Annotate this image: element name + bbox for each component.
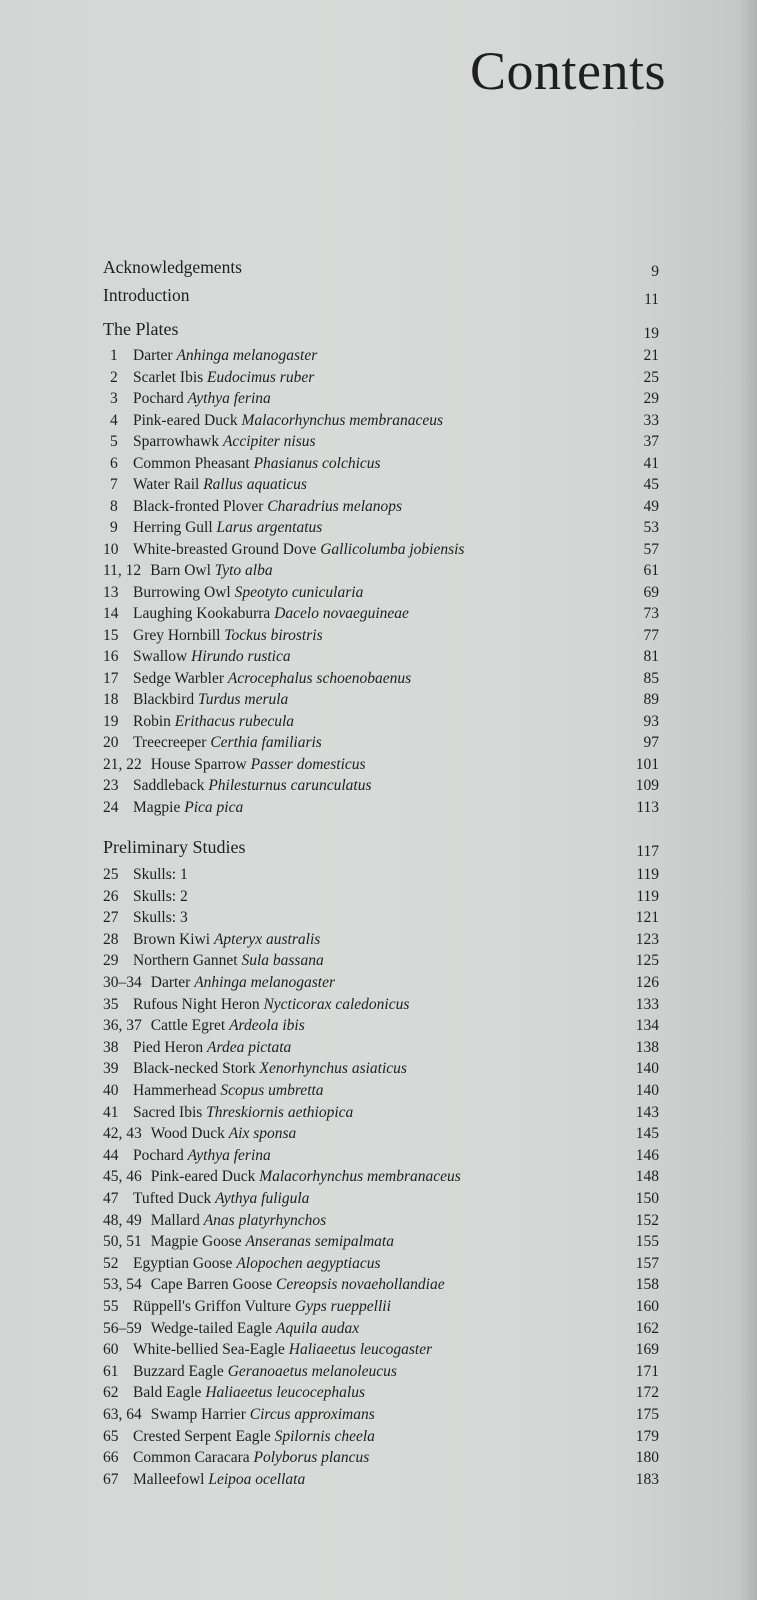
page-number: 175	[635, 1406, 659, 1423]
scientific-name: Leipoa ocellata	[208, 1470, 306, 1488]
entry-number: 18	[103, 691, 119, 708]
toc-entry	[103, 388, 659, 410]
section-heading-plates	[103, 318, 659, 340]
common-name: Hammerhead	[133, 1082, 217, 1099]
common-name: Darter	[133, 347, 173, 364]
toc-entry	[103, 1123, 659, 1145]
entry-number: 25	[103, 866, 119, 883]
scientific-name: Larus argentatus	[216, 519, 323, 536]
toc-entry	[103, 367, 659, 389]
scientific-name: Scopus umbretta	[220, 1082, 324, 1099]
page-number: 85	[643, 669, 659, 687]
common-name: Black-fronted Plover	[133, 497, 264, 515]
entry-number: 9	[110, 519, 118, 536]
common-name: Skulls: 1	[133, 866, 188, 883]
entry-number: 29	[103, 952, 119, 970]
page-number: 150	[635, 1190, 659, 1207]
scientific-name: Ardea pictata	[207, 1038, 292, 1056]
toc-entry	[103, 950, 659, 972]
entry-number: 67	[103, 1470, 119, 1488]
common-name: Pochard	[133, 390, 184, 407]
toc-entry	[103, 1382, 659, 1404]
entry-number: 28	[103, 930, 119, 948]
page-number: 138	[635, 1038, 659, 1056]
entry-number: 26	[103, 887, 119, 905]
page-title: Contents	[469, 41, 666, 101]
toc-entry	[103, 1447, 659, 1469]
scientific-name: Philesturnus carunculatus	[208, 777, 372, 794]
toc-entry	[103, 907, 659, 929]
entry-number: 48, 49	[103, 1211, 142, 1229]
scientific-name: Gallicolumba jobiensis	[320, 540, 465, 558]
scientific-name: Eudocimus ruber	[207, 368, 315, 386]
entry-number: 42, 43	[103, 1125, 142, 1143]
entry-number: 56–59	[103, 1319, 142, 1337]
common-name: Rufous Night Heron	[133, 995, 260, 1013]
toc-entry	[103, 345, 659, 367]
page-number: 33	[643, 411, 659, 429]
common-name: Cape Barren Goose	[150, 1276, 273, 1294]
scientific-name: Malacorhynchus membranaceus	[241, 411, 444, 429]
page-number: 121	[635, 909, 659, 927]
common-name: Burrowing Owl	[133, 583, 231, 601]
entry-number: 24	[103, 798, 119, 816]
page-number: 134	[635, 1017, 659, 1035]
page-number: 169	[635, 1341, 659, 1359]
toc-entry	[103, 1339, 659, 1361]
page-number: 101	[635, 755, 659, 773]
common-name: Treecreeper	[133, 734, 207, 751]
common-name: Saddleback	[133, 777, 205, 794]
toc-entry	[103, 886, 659, 908]
common-name: Pink-eared Duck	[150, 1168, 256, 1186]
page-number: 9	[651, 263, 659, 280]
scientific-name: Speotyto cunicularia	[234, 583, 364, 601]
page-number: 171	[635, 1362, 659, 1380]
toc-entry	[103, 1210, 659, 1232]
page-number: 155	[635, 1233, 659, 1251]
entry-number: 61	[103, 1362, 119, 1380]
scientific-name: Hirundo rustica	[191, 648, 291, 665]
common-name: Brown Kiwi	[133, 930, 211, 948]
toc-entry	[103, 517, 659, 539]
toc-entry	[103, 1274, 659, 1296]
page-number: 140	[635, 1060, 659, 1078]
toc-entry	[103, 582, 659, 604]
entry-number: 19	[103, 712, 119, 730]
entry-number: 7	[110, 476, 118, 493]
page-number: 152	[635, 1211, 659, 1229]
toc-entry	[103, 668, 659, 690]
common-name: Wood Duck	[150, 1125, 225, 1143]
entry-number: 3	[110, 390, 118, 407]
toc-entry	[103, 560, 659, 582]
page-number: 117	[636, 843, 659, 860]
entry-number: 39	[103, 1060, 119, 1078]
common-name: House Sparrow	[150, 755, 247, 773]
entry-number: 35	[103, 995, 119, 1013]
common-name: Bald Eagle	[133, 1384, 202, 1402]
entry-number: 2	[110, 368, 118, 386]
toc-entry	[103, 1361, 659, 1383]
page-number: 172	[635, 1384, 659, 1402]
scientific-name: Erithacus rubecula	[174, 712, 295, 730]
page-number: 37	[643, 433, 659, 450]
scientific-name: Nycticorax caledonicus	[263, 995, 410, 1013]
scientific-name: Accipiter nisus	[222, 433, 316, 450]
scientific-name: Passer domesticus	[250, 755, 366, 773]
toc-entry	[103, 1296, 659, 1318]
page-number: 77	[643, 626, 659, 644]
common-name: Magpie	[133, 798, 181, 816]
entry-number: 4	[110, 411, 118, 429]
scientific-name: Anhinga melanogaster	[176, 347, 318, 364]
scientific-name: Alopochen aegyptiacus	[236, 1254, 381, 1272]
page-number: 53	[643, 519, 659, 536]
entry-number: 16	[103, 648, 119, 665]
scientific-name: Spilornis cheela	[274, 1427, 375, 1445]
common-name: Common Caracara	[133, 1449, 250, 1467]
page-number: 113	[636, 798, 659, 816]
entry-number: 27	[103, 909, 119, 927]
entry-number: 20	[103, 734, 119, 751]
toc-entry	[103, 625, 659, 647]
page-number: 133	[635, 995, 659, 1013]
common-name: Crested Serpent Eagle	[133, 1427, 271, 1445]
entry-number: 36, 37	[103, 1017, 142, 1035]
entry-label: The Plates	[103, 319, 179, 339]
page-number: 158	[635, 1276, 659, 1294]
common-name: Pink-eared Duck	[133, 411, 238, 429]
toc-entry	[103, 1145, 659, 1167]
common-name: Mallard	[150, 1211, 200, 1229]
scientific-name: Cereopsis novaehollandiae	[276, 1276, 445, 1294]
page-number: 73	[643, 605, 659, 622]
scientific-name: Anhinga melanogaster	[194, 974, 335, 991]
entry-number: 30–34	[103, 974, 142, 991]
scientific-name: Haliaeetus leucocephalus	[205, 1384, 366, 1402]
scientific-name: Polyborus plancus	[253, 1449, 370, 1467]
toc-entry	[103, 775, 659, 797]
common-name: Malleefowl	[133, 1470, 205, 1488]
scientific-name: Aythya fuligula	[215, 1190, 310, 1207]
common-name: White-bellied Sea-Eagle	[133, 1341, 285, 1359]
scientific-name: Tyto alba	[214, 562, 273, 579]
entry-number: 14	[103, 605, 119, 622]
scientific-name: Certhia familiaris	[210, 734, 322, 751]
toc-entry	[103, 603, 659, 625]
common-name: Sedge Warbler	[133, 669, 225, 687]
page-number: 89	[643, 691, 659, 708]
page-number: 81	[643, 648, 659, 665]
entry-number: 66	[103, 1449, 119, 1467]
scientific-name: Threskiornis aethiopica	[206, 1103, 354, 1121]
common-name: Swallow	[133, 648, 188, 665]
toc-entry	[103, 453, 659, 475]
entry-number: 17	[103, 669, 119, 687]
common-name: Water Rail	[133, 476, 200, 493]
common-name: Barn Owl	[150, 562, 211, 579]
entry-number: 5	[110, 433, 118, 450]
entry-number: 40	[103, 1082, 119, 1099]
toc-entry	[103, 864, 659, 886]
scientific-name: Acrocephalus schoenobaenus	[227, 669, 412, 687]
page-number: 157	[635, 1254, 659, 1272]
toc-entry	[103, 474, 659, 496]
page-number: 41	[643, 454, 659, 472]
common-name: Grey Hornbill	[133, 626, 221, 644]
common-name: Robin	[133, 712, 171, 730]
scientific-name: Gyps rueppellii	[294, 1298, 391, 1315]
entry-number: 50, 51	[103, 1233, 142, 1251]
common-name: Egyptian Goose	[133, 1254, 233, 1272]
toc-entry	[103, 1166, 659, 1188]
common-name: Scarlet Ibis	[133, 368, 204, 386]
entry-number: 63, 64	[103, 1406, 142, 1423]
scientific-name: Xenorhynchus asiaticus	[259, 1060, 407, 1078]
entry-number: 23	[103, 777, 119, 794]
common-name: Common Pheasant	[133, 454, 250, 472]
entry-number: 65	[103, 1427, 119, 1445]
entry-label: Acknowledgements	[103, 257, 242, 277]
entry-number: 55	[103, 1298, 119, 1315]
page-number: 21	[643, 347, 659, 364]
scientific-name: Turdus merula	[198, 691, 289, 708]
entry-number: 53, 54	[103, 1276, 142, 1294]
page-number: 119	[636, 887, 659, 905]
scientific-name: Aquila audax	[276, 1319, 360, 1337]
common-name: Swamp Harrier	[150, 1406, 246, 1423]
entry-number: 11, 12	[103, 562, 142, 579]
scientific-name: Aix sponsa	[228, 1125, 297, 1143]
entry-number: 10	[103, 540, 119, 558]
page-number: 126	[635, 974, 659, 991]
toc-entry	[103, 972, 659, 994]
scientific-name: Anas platyrhynchos	[203, 1211, 327, 1229]
toc-entry	[103, 689, 659, 711]
entry-label: Introduction	[103, 285, 190, 305]
entry-number: 6	[110, 454, 118, 472]
scientific-name: Charadrius melanops	[267, 497, 403, 515]
page-number: 143	[635, 1103, 659, 1121]
entry-number: 62	[103, 1384, 119, 1402]
page-number: 183	[635, 1470, 659, 1488]
entry-number: 15	[103, 626, 119, 644]
page-number: 11	[644, 291, 659, 308]
common-name: Cattle Egret	[150, 1017, 226, 1035]
common-name: White-breasted Ground Dove	[133, 540, 317, 558]
common-name: Laughing Kookaburra	[133, 605, 271, 622]
scientific-name: Malacorhynchus membranaceus	[259, 1168, 461, 1186]
toc-entry	[103, 410, 659, 432]
common-name: Sacred Ibis	[133, 1103, 203, 1121]
entry-number: 45, 46	[103, 1168, 142, 1186]
page-number: 19	[643, 325, 659, 342]
toc-entry	[103, 1015, 659, 1037]
common-name: Black-necked Stork	[133, 1060, 256, 1078]
toc-entry	[103, 1469, 659, 1491]
page-number: 49	[643, 497, 659, 515]
entry-label: Preliminary Studies	[103, 837, 246, 857]
toc-entry	[103, 732, 659, 754]
toc-entry	[103, 539, 659, 561]
toc-entry	[103, 1404, 659, 1426]
common-name: Magpie Goose	[150, 1233, 242, 1251]
toc-entry	[103, 1102, 659, 1124]
entry-number: 21, 22	[103, 755, 142, 773]
scientific-name: Pica pica	[184, 798, 244, 816]
page-number: 145	[635, 1125, 659, 1143]
toc-entry	[103, 929, 659, 951]
toc-entry	[103, 646, 659, 668]
page-number: 119	[636, 866, 659, 883]
scientific-name: Haliaeetus leucogaster	[288, 1341, 433, 1359]
toc-entry	[103, 711, 659, 733]
page-number: 109	[635, 777, 659, 794]
page-number: 125	[635, 952, 659, 970]
common-name: Sparrowhawk	[133, 433, 220, 450]
section-heading-studies	[103, 836, 659, 858]
common-name: Tufted Duck	[133, 1190, 212, 1207]
page-number: 69	[643, 583, 659, 601]
scientific-name: Ardeola ibis	[229, 1017, 305, 1035]
page-number: 57	[643, 540, 659, 558]
scientific-name: Apteryx australis	[213, 930, 321, 948]
page-number: 140	[635, 1082, 659, 1099]
common-name: Skulls: 2	[133, 887, 188, 905]
page-number: 179	[635, 1427, 659, 1445]
scientific-name: Circus approximans	[249, 1406, 375, 1423]
scientific-name: Dacelo novaeguineae	[274, 605, 409, 622]
toc-entry	[103, 1318, 659, 1340]
page-number: 160	[635, 1298, 659, 1315]
scientific-name: Phasianus colchicus	[253, 454, 381, 472]
page-number: 162	[635, 1319, 659, 1337]
scientific-name: Geranoaetus melanoleucus	[227, 1362, 397, 1380]
toc-entry	[103, 1058, 659, 1080]
toc-entry	[103, 1426, 659, 1448]
common-name: Northern Gannet	[133, 952, 238, 970]
scientific-name: Aythya ferina	[187, 1146, 271, 1164]
toc-entry	[103, 1188, 659, 1210]
page-number: 61	[643, 562, 659, 579]
entry-number: 60	[103, 1341, 119, 1359]
scientific-name: Anseranas semipalmata	[245, 1233, 394, 1251]
scientific-name: Aythya ferina	[187, 390, 271, 407]
toc-entry	[103, 431, 659, 453]
common-name: Wedge-tailed Eagle	[150, 1319, 273, 1337]
entry-number: 1	[110, 347, 118, 364]
common-name: Herring Gull	[133, 519, 213, 536]
entry-number: 38	[103, 1038, 119, 1056]
toc-entry	[103, 994, 659, 1016]
common-name: Buzzard Eagle	[133, 1362, 224, 1380]
page-number: 29	[643, 390, 659, 407]
common-name: Pied Heron	[133, 1038, 204, 1056]
entry-number: 8	[110, 497, 118, 515]
toc-entry	[103, 1253, 659, 1275]
page-number: 97	[643, 734, 659, 751]
toc-entry	[103, 797, 659, 819]
toc-front-matter	[103, 284, 659, 306]
entry-number: 52	[103, 1254, 119, 1272]
common-name: Pochard	[133, 1146, 184, 1164]
entry-number: 41	[103, 1103, 119, 1121]
toc-entry	[103, 1080, 659, 1102]
toc-entry	[103, 1037, 659, 1059]
common-name: Skulls: 3	[133, 909, 188, 927]
toc-entry	[103, 496, 659, 518]
common-name: Blackbird	[133, 691, 195, 708]
scientific-name: Sula bassana	[241, 952, 324, 970]
page-number: 93	[643, 712, 659, 730]
entry-number: 47	[103, 1190, 119, 1207]
scientific-name: Tockus birostris	[224, 626, 323, 644]
page-number: 25	[643, 368, 659, 386]
entry-number: 13	[103, 583, 119, 601]
page-number: 123	[635, 930, 659, 948]
page-number: 45	[643, 476, 659, 493]
page-number: 180	[635, 1449, 659, 1467]
scientific-name: Rallus aquaticus	[203, 476, 307, 493]
toc-front-matter	[103, 256, 659, 278]
common-name: Darter	[150, 974, 191, 991]
toc-entry	[103, 1231, 659, 1253]
common-name: Rüppell's Griffon Vulture	[133, 1298, 291, 1315]
page-number: 148	[635, 1168, 659, 1186]
page-number: 146	[635, 1146, 659, 1164]
entry-number: 44	[103, 1146, 119, 1164]
toc-entry	[103, 754, 659, 776]
